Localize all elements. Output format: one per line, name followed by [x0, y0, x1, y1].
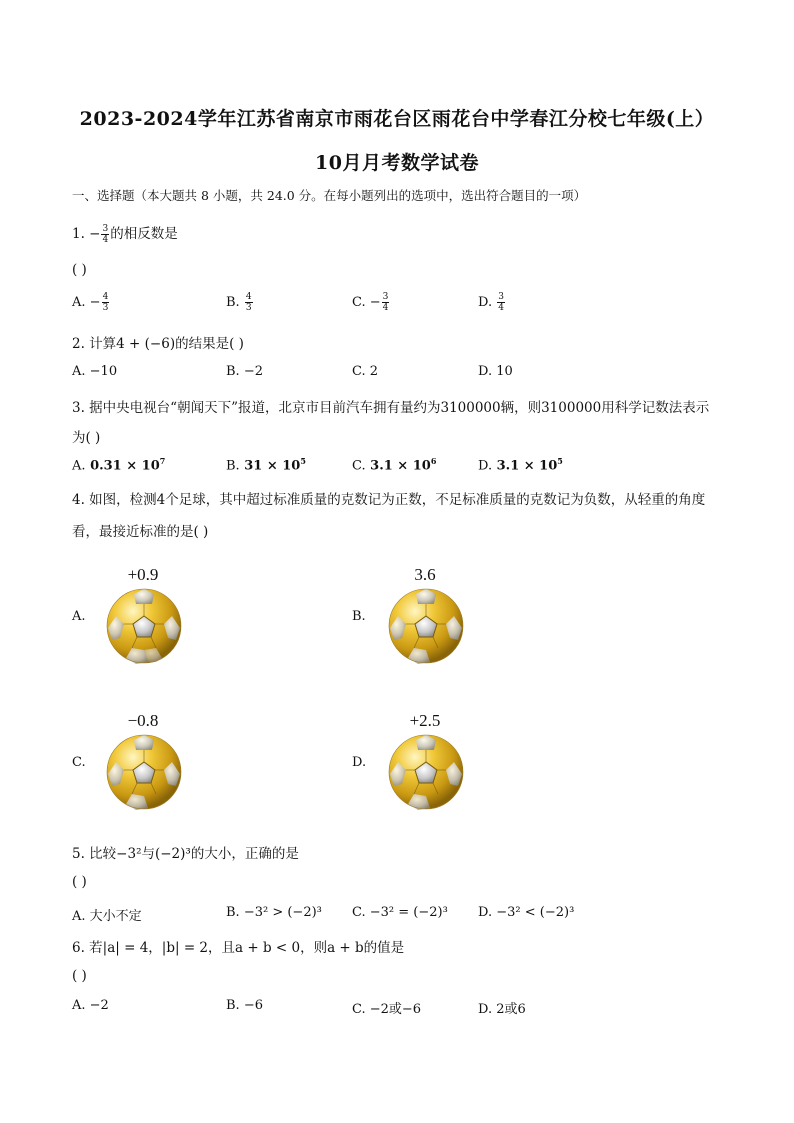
question-3-line2: 为( ) [72, 430, 101, 446]
q3-option-d[interactable]: D. $3.1 \times 10^5$ [478, 456, 563, 474]
q5-paren: ( ) [72, 874, 87, 890]
q4-option-c-label[interactable]: C. [72, 755, 86, 770]
q6-option-d[interactable]: D. 2或6 [478, 1002, 526, 1017]
q4-option-b-value: 3.6 [414, 565, 436, 584]
q1-fraction: $\frac{3}{4}$ [102, 224, 109, 245]
q5-option-b[interactable]: B. −3² > (−2)³ [226, 905, 322, 920]
question-4-line2: 看，最接近标准的是( ) [72, 524, 209, 540]
question-3-line1: 3. 据中央电视台“朝闻天下”报道，北京市目前汽车拥有量约为3100000辆，则3100000用科学记数法表示 [72, 400, 710, 416]
exam-title-line2: 10月月考数学试卷 [315, 152, 479, 174]
q4-option-b-label[interactable]: B. [352, 609, 366, 624]
q1-option-b[interactable]: B. $\frac{4}{3}$ [226, 292, 252, 313]
question-5: 5. 比较−3²与(−2)³的大小，正确的是 [72, 846, 299, 862]
soccer-ball-icon[interactable] [386, 732, 466, 812]
q2-option-d[interactable]: D. 10 [478, 364, 513, 379]
q4-option-a-value: +0.9 [127, 565, 159, 584]
q1-option-c[interactable]: C. − $\frac{3}{4}$ [352, 292, 389, 313]
soccer-ball-icon[interactable] [104, 586, 184, 666]
q2-option-c[interactable]: C. 2 [352, 364, 379, 379]
question-1 [72, 222, 178, 245]
q3-option-c[interactable]: C. $3.1 \times 10^6$ [352, 456, 437, 474]
q3-option-a[interactable]: A. $0.31 \times 10^7$ [72, 456, 166, 474]
q1-option-a[interactable]: A. − $\frac{4}{3}$ [72, 292, 109, 313]
soccer-ball-icon[interactable] [386, 586, 466, 666]
q4-option-d-label[interactable]: D. [352, 755, 367, 770]
q6-option-b[interactable]: B. −6 [226, 998, 263, 1013]
q1-prefix: 1. − [72, 226, 101, 242]
q4-option-d-value: +2.5 [409, 711, 441, 730]
q2-option-b[interactable]: B. −2 [226, 364, 263, 379]
question-2: 2. 计算4 + (−6)的结果是( ) [72, 336, 244, 352]
question-6: 6. 若|a| = 4，|b| = 2，且a + b < 0，则a + b的值是 [72, 940, 405, 956]
q3-option-b[interactable]: B. $31 \times 10^5$ [226, 456, 306, 474]
section-heading: 一、选择题（本大题共 8 小题，共 24.0 分。在每小题列出的选项中，选出符合题目的一项） [72, 188, 587, 203]
q5-option-d[interactable]: D. −3² < (−2)³ [478, 905, 575, 920]
question-4-line1: 4. 如图，检测4个足球，其中超过标准质量的克数记为正数，不足标准质量的克数记为负数，从轻重的角度 [72, 492, 706, 508]
exam-title-line1: 2023-2024学年江苏省南京市雨花台区雨花台中学春江分校七年级(上） [79, 108, 715, 130]
q1-paren: ( ) [72, 262, 87, 278]
q6-option-a[interactable]: A. −2 [72, 998, 109, 1013]
q5-option-c[interactable]: C. −3² = (−2)³ [352, 905, 448, 920]
q6-paren: ( ) [72, 968, 87, 984]
q6-option-c[interactable]: C. −2或−6 [352, 1002, 422, 1017]
q2-option-a[interactable]: A. −10 [72, 364, 118, 379]
q4-option-a-label[interactable]: A. [72, 609, 86, 624]
q1-suffix: 的相反数是 [110, 226, 178, 242]
q4-option-c-value: −0.8 [127, 711, 159, 730]
q5-option-a[interactable]: A. 大小不定 [72, 909, 142, 924]
q1-option-d[interactable]: D. $\frac{3}{4}$ [478, 292, 504, 313]
soccer-ball-icon[interactable] [104, 732, 184, 812]
